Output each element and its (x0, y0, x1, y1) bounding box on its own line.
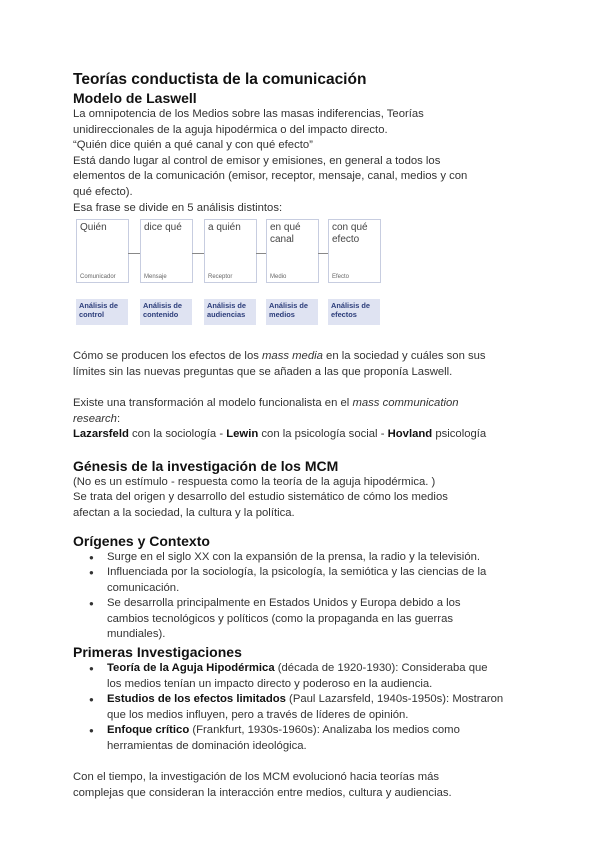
laswell-heading: Modelo de Laswell (73, 90, 197, 106)
laswell-diagram (76, 219, 386, 327)
list-item: ● Se desarrolla principalmente en Estados Unidos y Europa debido a los cambios tecnológicos y políticos (como la propaganda en las guerras mundiales). (107, 596, 533, 643)
diagram-label-medios: Análisis de medios (266, 299, 318, 325)
transform-paragraph: Existe una transformación al modelo funcionalista en el mass communication research: Lazarsfeld con la sociología - Lewin con la psicología social - Hovland psicología (73, 396, 487, 441)
origenes-heading: Orígenes y Contexto (73, 532, 210, 549)
diagram-box-dice-que: dice qué Mensaje (140, 219, 193, 283)
diagram-box-a-quien: a quién Receptor (204, 219, 257, 283)
laswell-quote: “Quién dice quién a qué canal y con qué efecto” (73, 139, 313, 152)
diagram-label-efectos: Análisis de efectos (328, 299, 380, 325)
primeras-heading: Primeras Investigaciones (73, 644, 242, 661)
conclusion-paragraph: Con el tiempo, la investigación de los MCM evolucionó hacia teorías más complejas que consideran la interacción entre medios, cultura y audiencias. (73, 771, 452, 799)
laswell-paragraph-2: Está dando lugar al control de emisor y emisiones, en general a todos los elementos de la comunicación (emisor, receptor, mensaje, canal, medios y con qué efecto). (73, 154, 468, 198)
primeras-list (73, 661, 533, 755)
diagram-arrow (318, 253, 328, 254)
document-page (73, 70, 533, 801)
laswell-paragraph-3: Esa frase se divide en 5 análisis distintos: (73, 201, 283, 214)
list-item: ● Estudios de los efectos limitados (Paul Lazarsfeld, 1940s-1950s): Mostraron que los medios influyen, pero a través de líderes de opinión. (107, 692, 533, 723)
list-item: ● Enfoque crítico (Frankfurt, 1930s-1960s): Analizaba los medios como herramientas de dominación ideológica. (107, 723, 533, 754)
list-item: ● Influenciada por la sociología, la psicología, la semiótica y las ciencias de la comunicación. (107, 565, 533, 596)
diagram-box-quien: Quién Comunicador (76, 219, 129, 283)
diagram-arrow (192, 253, 204, 254)
effects-paragraph: Cómo se producen los efectos de los mass media en la sociedad y cuáles son sus límites sin las nuevas preguntas que se añaden a las que proponía Laswell. (73, 350, 486, 378)
diagram-label-audiencias: Análisis de audiencias (204, 299, 256, 325)
diagram-box-efecto: con qué efecto Efecto (328, 219, 381, 283)
diagram-box-canal: en qué canal Medio (266, 219, 319, 283)
genesis-heading: Génesis de la investigación de los MCM (73, 457, 339, 474)
diagram-arrow (256, 253, 266, 254)
diagram-arrow (128, 253, 140, 254)
list-item: ● Surge en el siglo XX con la expansión de la prensa, la radio y la televisión. (107, 550, 533, 566)
origenes-list (73, 550, 533, 644)
diagram-label-contenido: Análisis de contenido (140, 299, 192, 325)
list-item: ● Teoría de la Aguja Hipodérmica (década de 1920-1930): Consideraba que los medios tenían un impacto directo y poderoso en la audiencia. (107, 661, 533, 692)
genesis-paragraph: (No es un estímulo - respuesta como la teoría de la aguja hipodérmica. ) Se trata del origen y desarrollo del estudio sistemático de cómo los medios afectan a la sociedad, la cultura y la política. (73, 475, 448, 519)
diagram-label-control: Análisis de control (76, 299, 128, 325)
page-title: Teorías conductista de la comunicación (73, 71, 367, 88)
laswell-paragraph-1: La omnipotencia de los Medios sobre las masas indiferencias, Teorías unidireccionales de la aguja hipodérmica o del impacto directo. (73, 108, 424, 136)
